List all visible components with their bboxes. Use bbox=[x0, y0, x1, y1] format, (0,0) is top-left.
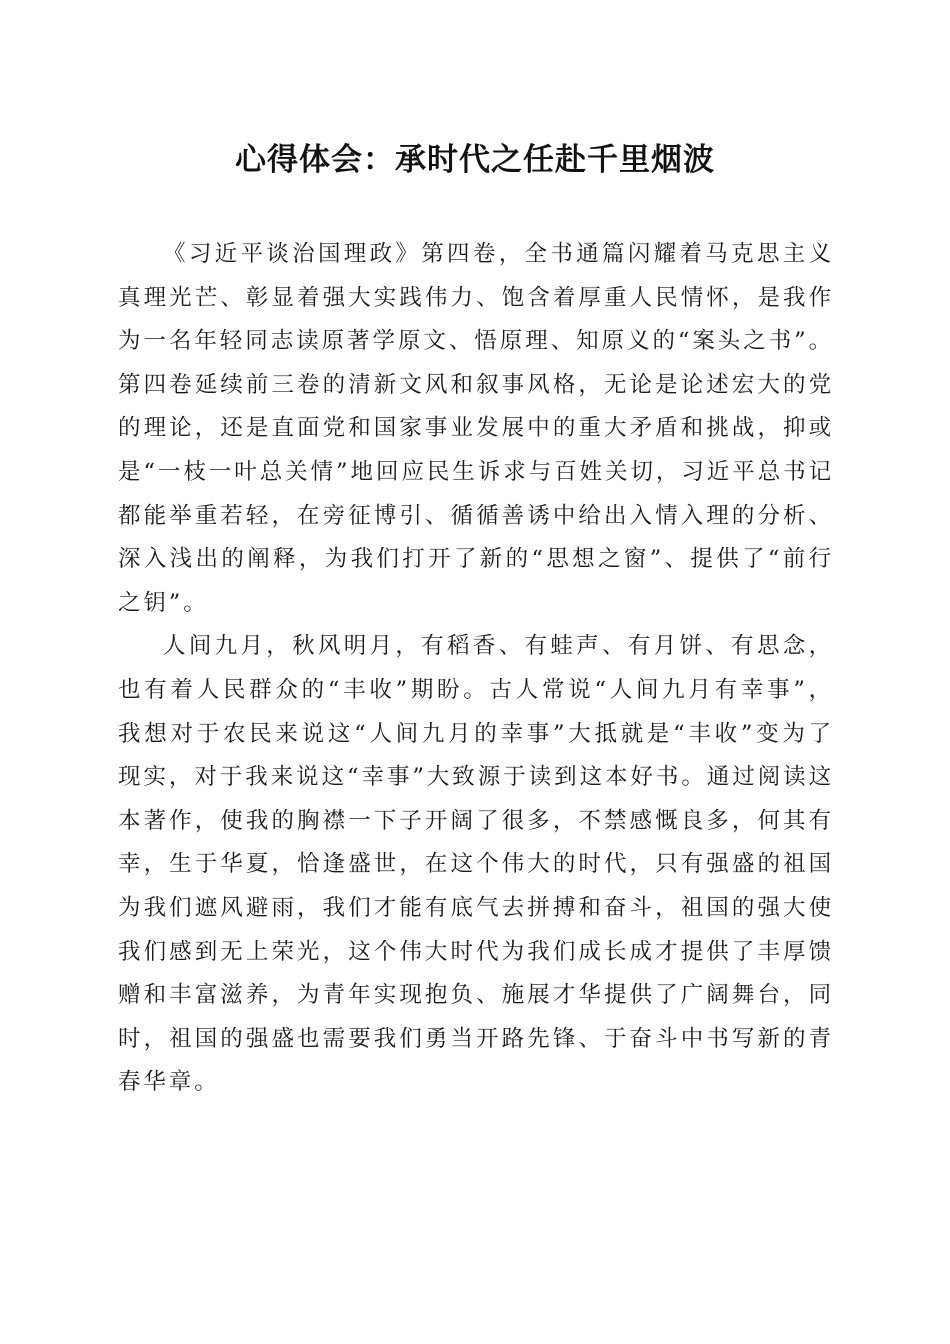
paragraph-1: 《习近平谈治国理政》第四卷，全书通篇闪耀着马克思主义真理光芒、彰显着强大实践伟力、饱含着厚重人民情怀，是我作为一名年轻同志读原著学原文、悟原理、知原义的“案头之书”。第四卷延续前三卷的清新文风和叙事风格，无论是论述宏大的党的理论，还是直面党和国家事业发展中的重大矛盾和挑战，抑或是“一枝一叶总关情”地回应民生诉求与百姓关切，习近平总书记都能举重若轻，在旁征博引、循循善诱中给出入情入理的分析、深入浅出的阐释，为我们打开了新的“思想之窗”、提供了“前行之钥”。 bbox=[118, 241, 834, 616]
paragraph-2: 人间九月，秋风明月，有稻香、有蛙声、有月饼、有思念，也有着人民群众的“丰收”期盼。古人常说“人间九月有幸事”，我想对于农民来说这“人间九月的幸事”大抵就是“丰收”变为了现实，对于我来说这“幸事”大致源于读到这本好书。通过阅读这本著作，使我的胸襟一下子开阔了很多，不禁感慨良多，何其有幸，生于华夏，恰逢盛世，在这个伟大的时代，只有强盛的祖国为我们遮风避雨，我们才能有底气去拼搏和奋斗，祖国的强大使我们感到无上荣光，这个伟大时代为我们成长成才提供了丰厚馈赠和丰富滋养，为青年实现抱负、施展才华提供了广阔舞台，同时，祖国的强盛也需要我们勇当开路先锋、于奋斗中书写新的青春华章。 bbox=[118, 633, 834, 1096]
document-body bbox=[118, 233, 834, 1105]
document-title: 心得体会：承时代之任赴千里烟波 bbox=[235, 142, 715, 178]
